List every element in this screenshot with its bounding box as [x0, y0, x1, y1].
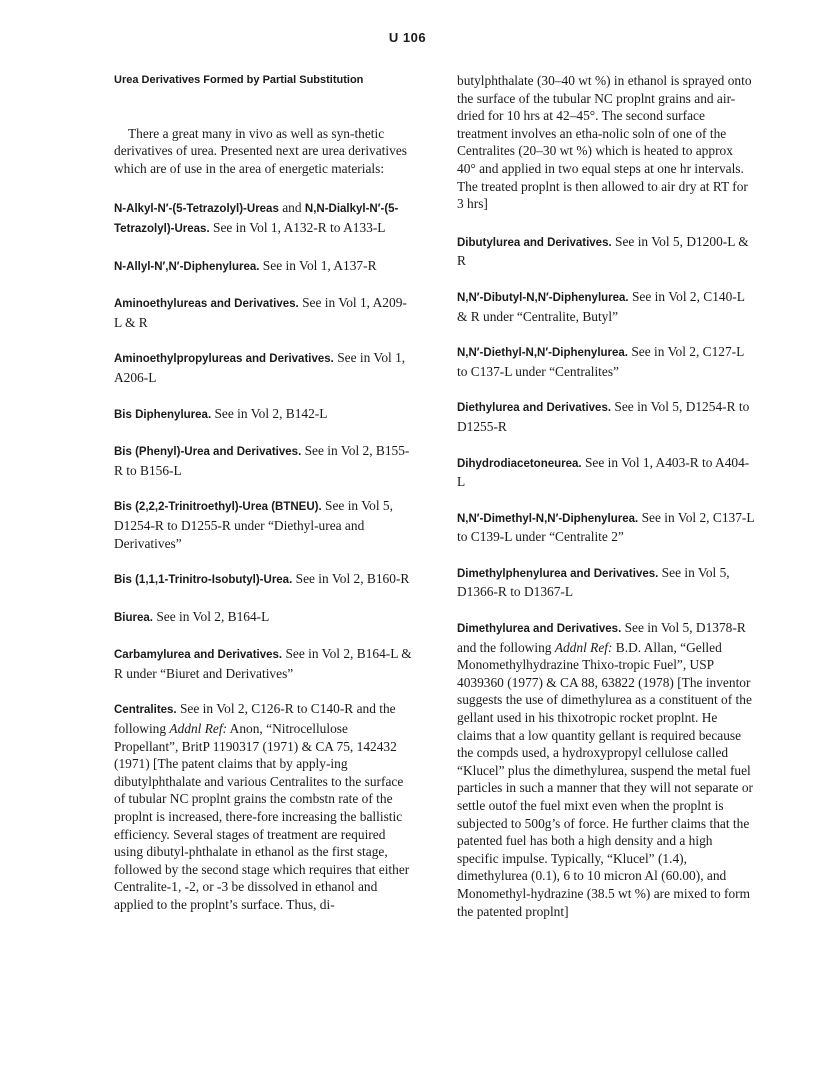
- entry-addnl-ref: Addnl Ref:: [554, 639, 613, 655]
- right-column: [457, 72, 755, 938]
- entry-bis-trinitro-isobutyl-urea: [114, 570, 412, 590]
- entry-dimethylurea: [457, 619, 755, 920]
- continuation-paragraph: butylphthalate (30–40 wt %) in ethanol is sprayed onto the surface of the tubular NC proplnt grains and air-dried for 10 hrs at 42–45°. The second surface treatment involves an etha-nolic soln of one of the Centralites (20–30 wt %) which is heated to approx 40° and applied in two equal steps at one hr intervals. The treated proplnt is then allowed to air dry at RT for 3 hrs]: [457, 73, 752, 212]
- entry-head: Bis (Phenyl)-Urea and Derivatives.: [114, 446, 302, 459]
- entry-head: Bis (1,1,1-Trinitro-Isobutyl)-Urea.: [114, 574, 293, 587]
- entry-text: See in Vol 5, D1378-R and the following: [457, 620, 746, 655]
- entry-head: Dibutylurea and Derivatives.: [457, 236, 612, 249]
- entry-addnl-ref: Addnl Ref:: [169, 721, 228, 737]
- entry-head: Dihydrodiacetoneurea.: [457, 457, 582, 470]
- entry-head: Aminoethylureas and Derivatives.: [114, 298, 299, 311]
- entry-text: See in Vol 1, A206-L: [114, 350, 406, 385]
- entry-head: N-Allyl-N′,N′-Diphenylurea.: [114, 260, 260, 273]
- entry-text: See in Vol 2, C140-L & R under “Centralite, Butyl”: [457, 288, 745, 324]
- entry-head: Biurea.: [114, 611, 153, 624]
- entry-text: See in Vol 5, D1254-R to D1255-R under “Diethyl-urea and Derivatives”: [114, 498, 393, 551]
- entry-text: See in Vol 2, C126-R to C140-R and the following: [114, 701, 396, 737]
- entry-text: See in Vol 1, A132-R to A133-L: [209, 219, 386, 235]
- entry-allyl-diphenylurea: [114, 257, 412, 277]
- entry-text: See in Vol 2, C137-L to C139-L under “Centralite 2”: [457, 509, 755, 545]
- entry-aminoethylpropylureas: [114, 349, 412, 386]
- entry-head: Bis (2,2,2-Trinitroethyl)-Urea (BTNEU).: [114, 501, 322, 514]
- entry-head: Dimethylurea and Derivatives.: [457, 623, 622, 636]
- entry-connector: and: [278, 200, 305, 216]
- entry-diethylurea: [457, 398, 755, 435]
- entry-text: See in Vol 2, B142-L: [211, 405, 328, 421]
- entry-text: See in Vol 5, D1366-R to D1367-L: [457, 564, 730, 600]
- left-column: [114, 72, 412, 932]
- entry-text: See in Vol 2, B164-L & R under “Biuret and Derivatives”: [114, 646, 412, 681]
- entry-aminoethylureas: [114, 294, 412, 331]
- entry-dimethyl-diphenylurea: [457, 509, 755, 546]
- entry-text-2: B.D. Allan, “Gelled Monomethylhydrazine Thixo-tropic Fuel”, USP 4039360 (1977) & CA 88, 63822 (1978) [The inventor suggests the use of dimethylurea as a constituent of the gellant used in his thixotropic rocket proplnt. He claims that a low quantity gellant is required because the compds used, a hydroxypropyl cellulose called “Klucel” plus the dimethylurea, suspend the metal fuel particles in such a manner that they will not separate or settle outof the fuel mixt even when the proplnt is subjected to 500g’s of force. He further claims that the patented fuel has both a high density and a high specific impulse. Typically, “Klucel” (1.4), dimethylurea (0.1), 6 to 10 micron Al (60.00), and Monomethyl-hydrazine (38.5 wt %) are mixed to form the patented proplnt]: [457, 639, 753, 919]
- entry-head: Centralites.: [114, 704, 177, 717]
- entry-btneu: [114, 497, 412, 552]
- entry-text: See in Vol 1, A209-L & R: [114, 295, 407, 330]
- entry-head: Diethylurea and Derivatives.: [457, 402, 612, 415]
- entry-tetrazolyl-ureas: [114, 199, 412, 238]
- entry-centralites: [114, 700, 412, 913]
- entry-head: N,N′-Dibutyl-N,N′-Diphenylurea.: [457, 291, 629, 304]
- section-title: Urea Derivatives Formed by Partial Substitution: [114, 74, 364, 86]
- intro-paragraph: There a great many in vivo as well as syn-thetic derivatives of urea. Presented next are urea derivatives which are of use in the area of energetic materials:: [114, 125, 407, 176]
- entry-dimethylphenylurea: [457, 564, 755, 601]
- entry-head: N,N′-Dimethyl-N,N′-Diphenylurea.: [457, 512, 639, 525]
- entry-biurea: [114, 608, 412, 628]
- entry-head: N,N′-Diethyl-N,N′-Diphenylurea.: [457, 347, 629, 360]
- entry-bis-diphenylurea: [114, 405, 412, 425]
- page-header: U 106: [388, 30, 427, 45]
- entry-text: See in Vol 5, D1254-R to D1255-R: [457, 399, 750, 434]
- entry-head: N-Alkyl-N′-(5-Tetrazolyl)-Ureas: [114, 203, 279, 216]
- entry-carbamylurea: [114, 645, 412, 682]
- entry-dibutylurea: [457, 233, 755, 270]
- entry-bis-phenyl-urea: [114, 442, 412, 479]
- entry-head: Bis Diphenylurea.: [114, 408, 212, 421]
- entry-dibutyl-diphenylurea: [457, 288, 755, 325]
- entry-text: See in Vol 1, A137-R: [259, 257, 377, 273]
- entry-text: See in Vol 5, D1200-L & R: [457, 233, 749, 269]
- entry-head: Carbamylurea and Derivatives.: [114, 649, 283, 662]
- entry-head-2: N,N-Dialkyl-N′-(5-Tetrazolyl)-Ureas.: [114, 203, 399, 235]
- entry-dihydrodiacetoneurea: [457, 454, 755, 491]
- entry-text: See in Vol 2, B164-L: [153, 608, 270, 624]
- entry-text: See in Vol 2, B160-R: [292, 571, 410, 587]
- entry-text: See in Vol 1, A403-R to A404-L: [457, 454, 750, 490]
- entry-text: See in Vol 2, B155-R to B156-L: [114, 443, 410, 478]
- entry-text: See in Vol 2, C127-L to C137-L under “Centralites”: [457, 344, 744, 379]
- entry-head: Dimethylphenylurea and Derivatives.: [457, 567, 659, 580]
- entry-text-2: Anon, “Nitrocellulose Propellant”, BritP 1190317 (1971) & CA 75, 142432 (1971) [The patent claims that by apply-ing dibutylphthalate and various Centralites to the surface of tubular NC proplnt grains the combstn rate of the proplnt is increased, there-fore increasing the ballistic efficiency. Several stages of treatment are required using dibutyl-phthalate in ethanol as the first stage, followed by the second stage which requires that either Centralite-1, -2, or -3 be dissolved in ethanol and applied to the proplnt’s surface. Thus, di-: [114, 721, 410, 912]
- entry-diethyl-diphenylurea: [457, 343, 755, 380]
- entry-head: Aminoethylpropylureas and Derivatives.: [114, 353, 334, 366]
